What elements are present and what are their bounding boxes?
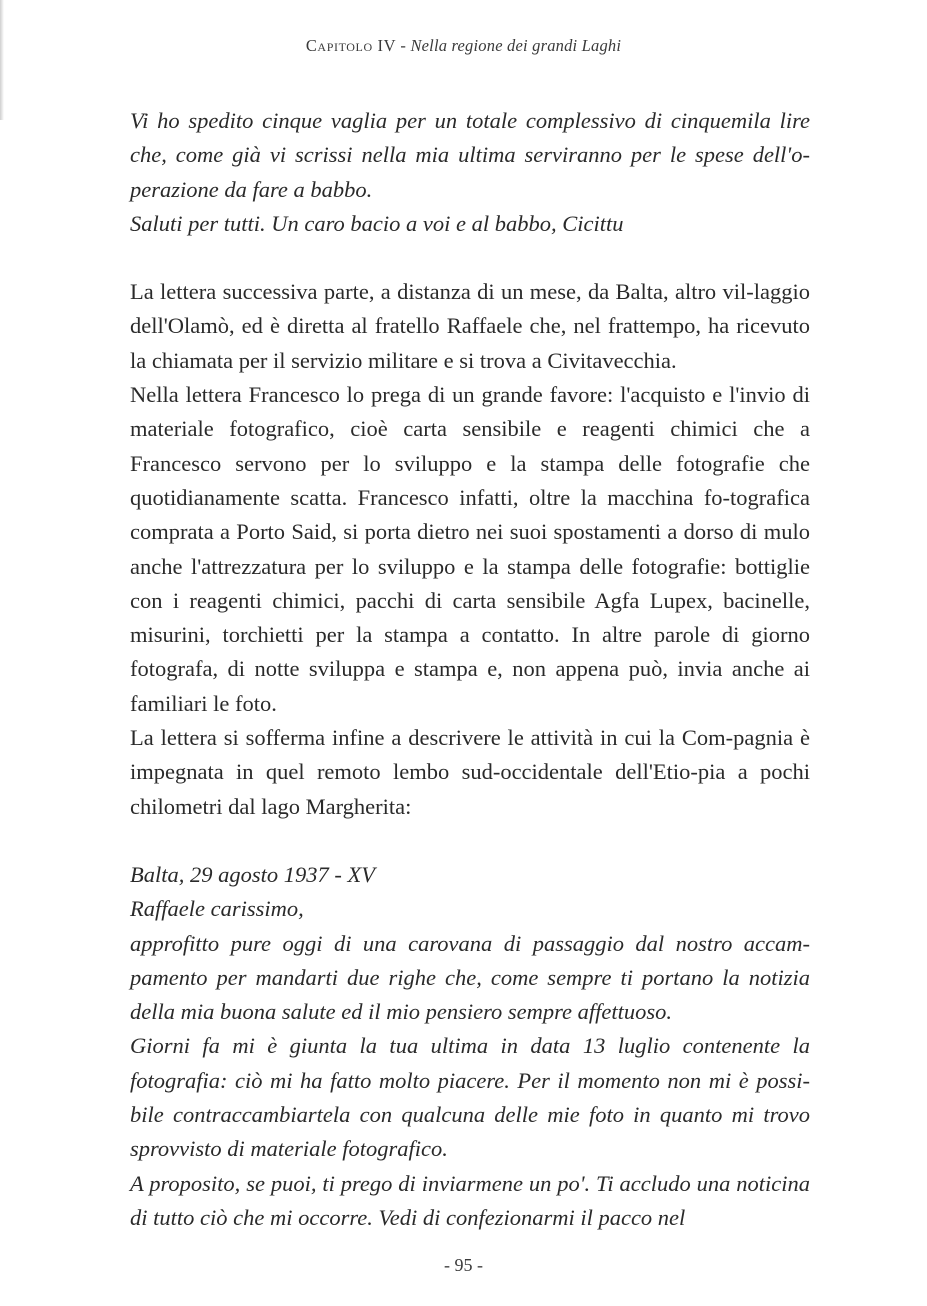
chapter-subtitle: Nella regione dei grandi Laghi [410,36,622,55]
letter1-closing: Saluti per tutti. Un caro bacio a voi e al babbo, Cicittu [130,210,624,236]
page-number: - 95 - [444,1255,483,1275]
section-gap [130,241,810,275]
running-header [0,36,927,56]
section-gap [130,824,810,858]
narrative-paragraph: La lettera successiva parte, a distanza di un mese, da Balta, altro vil-laggio dell'Olamò, ed è diretta al fratello Raffaele che, nel frattempo, ha ricevuto la chiamata per il servizio militare e si trova a Civitavecchia. [130,279,810,373]
letter1-paragraph: Vi ho spedito cinque vaglia per un totale complessivo di cinquemila lire che, come già vi scrissi nella mia ultima serviranno per le spese dell'o-perazione da fare a babbo. [130,108,810,202]
header-separator: - [396,36,411,55]
page-body [130,104,810,1235]
narrative-paragraph: Nella lettera Francesco lo prega di un grande favore: l'acquisto e l'invio di materiale fotografico, cioè carta sensibile e reagenti chimici che a Francesco servono per lo sviluppo e la stampa delle fotografie che quotidianamente scatta. Francesco infatti, oltre la macchina fo-tografica comprata a Porto Said, si porta dietro nei suoi spostamenti a dorso di mulo anche l'attrezzatura per lo sviluppo e la stampa delle fotografie: bottiglie con i reagenti chimici, pacchi di carta sensibile Agfa Lupex, bacinelle, misurini, torchietti per la stampa a contatto. In altre parole di giorno fotografa, di notte sviluppa e stampa e, non appena può, invia anche ai familiari le foto. [130,382,810,716]
page-edge-shadow [0,0,4,120]
letter2-salutation: Raffaele carissimo, [130,896,304,922]
letter2-date-line: Balta, 29 agosto 1937 - XV [130,861,375,887]
narrative-paragraph: La lettera si sofferma infine a descrivere le attività in cui la Com-pagnia è impegnata in quel remoto lembo sud-occidentale dell'Etio-pia a pochi chilometri dal lago Margherita: [130,725,810,819]
letter2-paragraph: approfitto pure oggi di una carovana di passaggio dal nostro accam-pamento per mandarti due righe che, come sempre ti portano la notizia della mia buona salute ed il mio pensiero sempre affettuoso. [130,930,810,1025]
letter2-paragraph: A proposito, se puoi, ti prego di inviarmene un po'. Ti accludo una noticina di tutto ciò che mi occorre. Vedi di confezionarmi il pacco nel [130,1170,810,1230]
letter2-paragraph: Giorni fa mi è giunta la tua ultima in data 13 luglio contenente la fotografia: ciò mi ha fatto molto piacere. Per il momento non mi è possi-bile contraccambiartela con qualcuna delle mie foto in quanto mi trovo sprovvisto di materiale fotografico. [130,1033,810,1162]
chapter-label: Capitolo IV [305,36,397,55]
